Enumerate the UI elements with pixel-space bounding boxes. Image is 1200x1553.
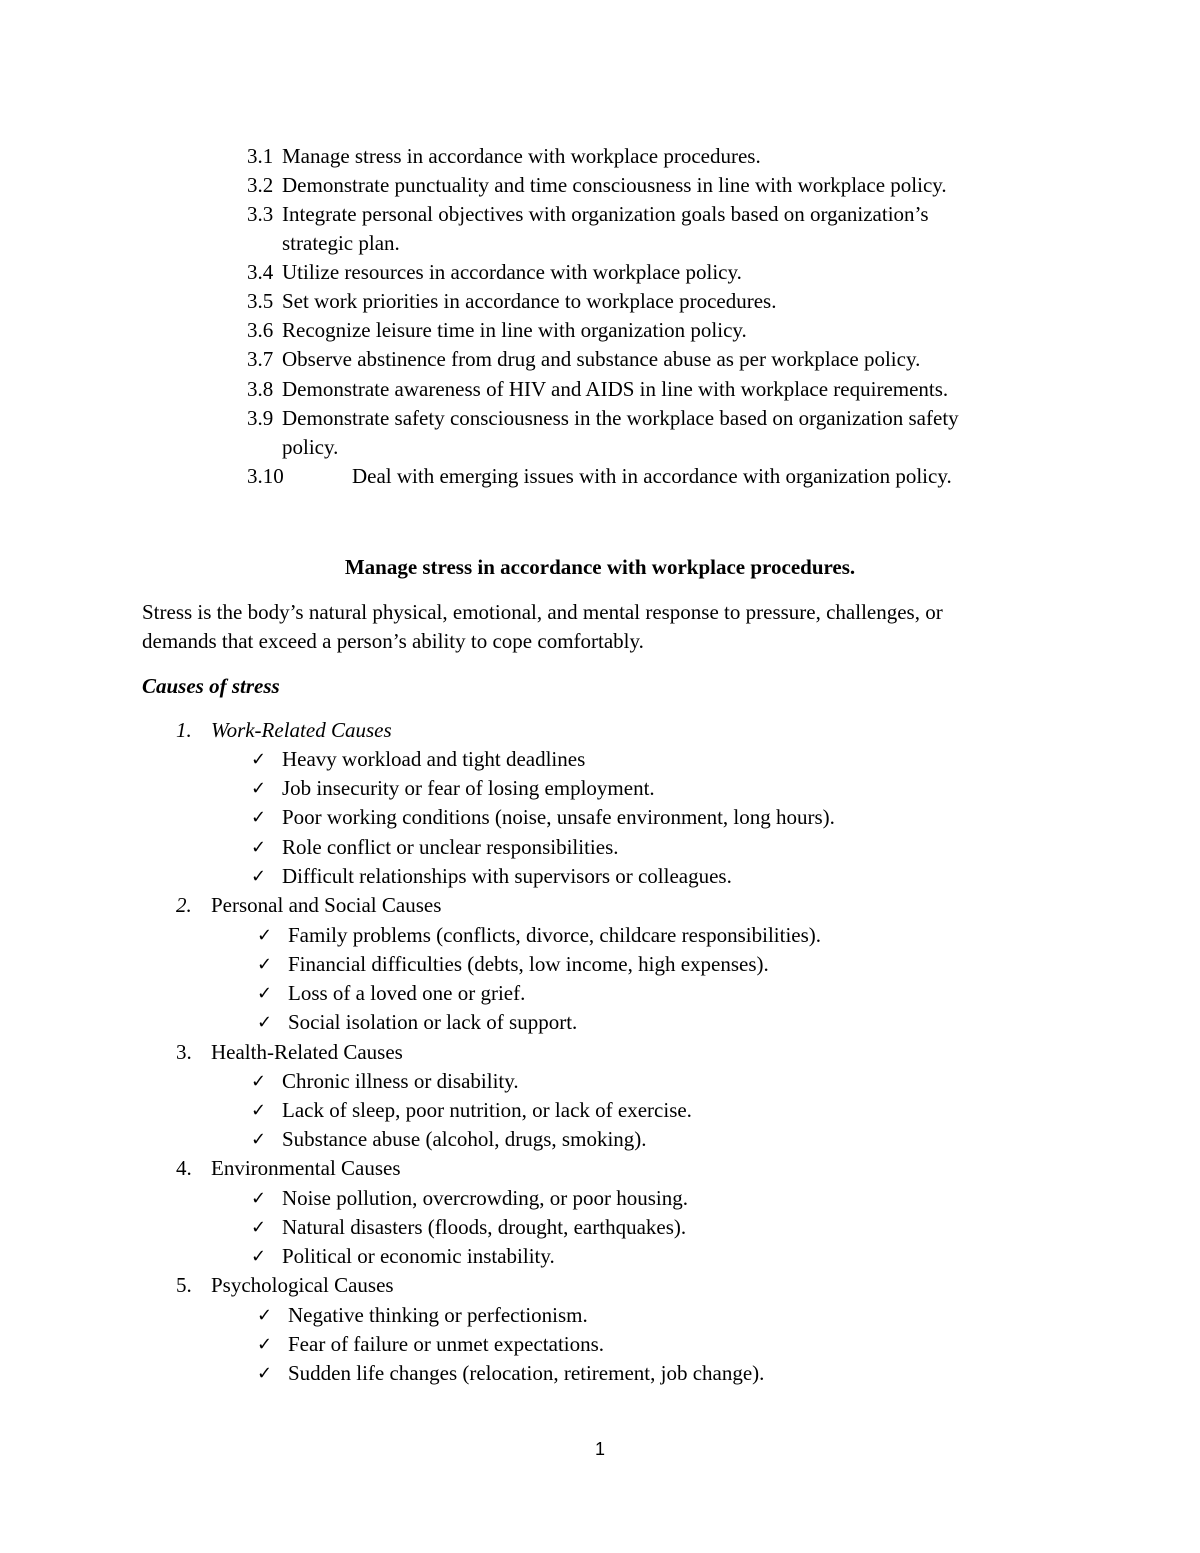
checkmark-icon: ✓ <box>257 1363 273 1384</box>
outcome-text: Demonstrate punctuality and time consciousness in line with workplace policy. <box>282 173 947 197</box>
list-item: Fear of failure or unmet expectations. <box>288 1332 605 1356</box>
category-title: Personal and Social Causes <box>211 893 442 917</box>
list-item: Sudden life changes (relocation, retirement, job change). <box>288 1361 765 1385</box>
category-number: 4. <box>176 1156 192 1180</box>
list-item: Chronic illness or disability. <box>282 1069 519 1093</box>
list-item: Noise pollution, overcrowding, or poor housing. <box>282 1186 688 1210</box>
category-title: Psychological Causes <box>211 1273 394 1297</box>
category-title: Health-Related Causes <box>211 1040 403 1064</box>
category-title: Environmental Causes <box>211 1156 401 1180</box>
definition-paragraph-line: demands that exceed a person’s ability to cope comfortably. <box>142 629 644 653</box>
outcome-number: 3.2 <box>247 173 274 197</box>
outcome-text-continuation: policy. <box>282 435 339 459</box>
outcome-number: 3.4 <box>247 260 274 284</box>
checkmark-icon: ✓ <box>257 954 273 975</box>
outcome-number: 3.9 <box>247 406 274 430</box>
checkmark-icon: ✓ <box>257 1334 273 1355</box>
list-item: Family problems (conflicts, divorce, childcare responsibilities). <box>288 923 822 947</box>
category-number: 1. <box>176 718 192 742</box>
list-item: Natural disasters (floods, drought, earthquakes). <box>282 1215 687 1239</box>
list-item: Poor working conditions (noise, unsafe environment, long hours). <box>282 805 835 829</box>
outcome-number: 3.6 <box>247 318 274 342</box>
list-item: Financial difficulties (debts, low income, high expenses). <box>288 952 769 976</box>
outcome-text: Utilize resources in accordance with workplace policy. <box>282 260 742 284</box>
definition-paragraph-line: Stress is the body’s natural physical, emotional, and mental response to pressure, challenges, or <box>142 600 943 624</box>
checkmark-icon: ✓ <box>251 866 267 887</box>
list-item: Social isolation or lack of support. <box>288 1010 578 1034</box>
checkmark-icon: ✓ <box>251 1188 267 1209</box>
category-number: 3. <box>176 1040 192 1064</box>
list-item: Heavy workload and tight deadlines <box>282 747 586 771</box>
page-number: 1 <box>594 1439 605 1459</box>
outcome-number: 3.1 <box>247 144 274 168</box>
checkmark-icon: ✓ <box>257 925 273 946</box>
category-number: 5. <box>176 1273 192 1297</box>
causes-heading: Causes of stress <box>142 674 280 698</box>
list-item: Difficult relationships with supervisors or colleagues. <box>282 864 732 888</box>
checkmark-icon: ✓ <box>251 837 267 858</box>
list-item: Loss of a loved one or grief. <box>288 981 526 1005</box>
list-item: Negative thinking or perfectionism. <box>288 1303 588 1327</box>
list-item: Substance abuse (alcohol, drugs, smoking). <box>282 1127 647 1151</box>
checkmark-icon: ✓ <box>251 749 267 770</box>
outcome-text: Manage stress in accordance with workplace procedures. <box>282 144 761 168</box>
outcome-text: Demonstrate safety consciousness in the workplace based on organization safety <box>282 406 959 430</box>
category-title: Work-Related Causes <box>211 718 392 742</box>
outcome-text: Deal with emerging issues with in accordance with organization policy. <box>352 464 952 488</box>
checkmark-icon: ✓ <box>257 1305 273 1326</box>
outcome-text: Recognize leisure time in line with organization policy. <box>282 318 747 342</box>
checkmark-icon: ✓ <box>251 1129 267 1150</box>
checkmark-icon: ✓ <box>251 807 267 828</box>
outcome-number: 3.5 <box>247 289 274 313</box>
checkmark-icon: ✓ <box>257 1012 273 1033</box>
section-heading: Manage stress in accordance with workplace procedures. <box>344 555 856 579</box>
outcome-text: Observe abstinence from drug and substance abuse as per workplace policy. <box>282 347 921 371</box>
checkmark-icon: ✓ <box>251 1071 267 1092</box>
list-item: Lack of sleep, poor nutrition, or lack of exercise. <box>282 1098 692 1122</box>
outcome-text: Demonstrate awareness of HIV and AIDS in line with workplace requirements. <box>282 377 949 401</box>
checkmark-icon: ✓ <box>257 983 273 1004</box>
checkmark-icon: ✓ <box>251 1217 267 1238</box>
list-item: Job insecurity or fear of losing employment. <box>282 776 655 800</box>
outcome-text: Integrate personal objectives with organization goals based on organization’s <box>282 202 929 226</box>
checkmark-icon: ✓ <box>251 1246 267 1267</box>
checkmark-icon: ✓ <box>251 1100 267 1121</box>
outcome-number: 3.8 <box>247 377 274 401</box>
outcome-number: 3.7 <box>247 347 274 371</box>
outcome-number: 3.3 <box>247 202 274 226</box>
outcome-text-continuation: strategic plan. <box>282 231 400 255</box>
outcome-number: 3.10 <box>247 464 284 488</box>
list-item: Political or economic instability. <box>282 1244 555 1268</box>
outcome-text: Set work priorities in accordance to workplace procedures. <box>282 289 777 313</box>
category-number: 2. <box>176 893 192 917</box>
checkmark-icon: ✓ <box>251 778 267 799</box>
list-item: Role conflict or unclear responsibilities. <box>282 835 619 859</box>
